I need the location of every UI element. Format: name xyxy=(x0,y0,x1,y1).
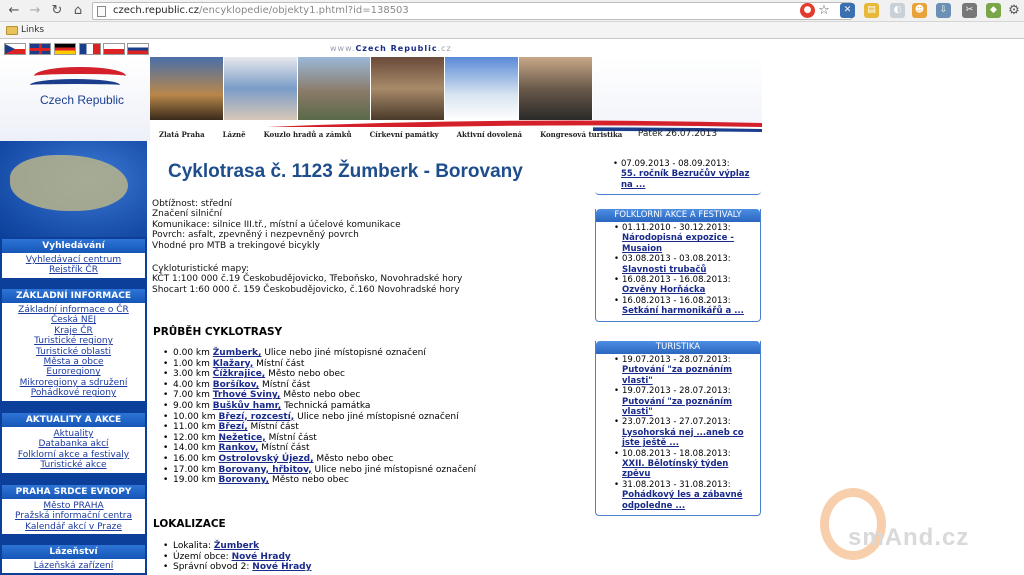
sidebar-link[interactable]: Pražská informační centra xyxy=(15,511,132,522)
sidebar-section-title: AKTUALITY A AKCE xyxy=(2,413,145,427)
sidebar-link[interactable]: Vyhledávací centrum xyxy=(25,255,122,265)
info-line: Obtížnost: střední xyxy=(152,199,233,209)
wrench-icon[interactable]: ⚙ xyxy=(1008,3,1020,18)
route-item: • 14.00 km Rankov, Místní část xyxy=(173,443,593,454)
sidebar-section-news xyxy=(2,413,145,473)
person-icon[interactable]: ☻ xyxy=(912,3,927,18)
tourism-box-title: TURISTIKA xyxy=(596,341,760,354)
route-item: • 10.00 km Březí, rozcestí, Ulice nebo jiné místopisné označení xyxy=(173,412,593,423)
sidebar-section-search xyxy=(2,239,145,278)
event-item: • 10.08.2013 - 18.08.2013: XXII. Bělotínský týden zpěvu xyxy=(622,449,756,480)
bookmark-folder-links[interactable]: Links xyxy=(21,25,45,35)
reload-icon[interactable]: ↻ xyxy=(51,3,63,18)
web-page xyxy=(0,40,762,575)
info-line: Komunikace: silnice III.tř., místní a účelové komunikace xyxy=(152,219,401,230)
sidebar-link[interactable]: Město PRAHA xyxy=(43,501,104,511)
sidebar-link[interactable]: Mikroregiony a sdružení xyxy=(19,377,128,388)
info-line: Značení silniční xyxy=(152,209,222,220)
route-item: • 16.00 km Ostrolovský Újezd, Město nebo obec xyxy=(173,454,593,465)
extension-icon[interactable]: ✕ xyxy=(840,3,855,18)
flag-en-icon[interactable] xyxy=(29,43,51,55)
back-icon[interactable]: ← xyxy=(8,3,20,18)
watermark-text: smAnd.cz xyxy=(848,524,970,551)
scissors-icon[interactable]: ✂ xyxy=(962,3,977,18)
info-line: Vhodné pro MTB a trekingové bicykly xyxy=(152,240,320,251)
maps-line: Shocart 1:60 000 č. 159 Českobudějovicko, č.160 Novohradské hory xyxy=(152,284,460,295)
route-maps xyxy=(152,264,462,295)
route-item: • 3.00 km Čížkrajice, Město nebo obec xyxy=(173,369,593,380)
sidebar-section-spa xyxy=(2,545,145,573)
localization-item: • Území obce: Nové Hrady xyxy=(173,552,311,563)
tourism-box xyxy=(595,341,761,516)
sidebar-link[interactable]: Turistické regiony xyxy=(34,336,113,347)
page-title: Cyklotrasa č. 1123 Žumberk - Borovany xyxy=(168,161,523,182)
shield-icon[interactable]: ◐ xyxy=(890,3,905,18)
localization-link[interactable]: Nové Hrady xyxy=(231,551,291,562)
menu-kongresova-turistika[interactable]: Kongresová turistika xyxy=(540,129,623,139)
event-link[interactable]: Putování "za poznáním vlasti" xyxy=(622,365,732,386)
home-icon[interactable]: ⌂ xyxy=(73,3,83,18)
sidebar-link[interactable]: Pohádkové regiony xyxy=(30,388,117,399)
logo-swoosh-blue-icon xyxy=(30,79,120,91)
event-item: • 07.09.2013 - 08.09.2013: 55. ročník Bezručův výplaz na ... xyxy=(621,159,757,190)
event-item: • 03.08.2013 - 03.08.2013: Slavnosti trubačů xyxy=(622,254,756,275)
photo-church xyxy=(371,57,445,120)
route-item: • 12.00 km Nežetice, Místní část xyxy=(173,433,593,444)
route-place-link[interactable]: Nežetice, xyxy=(218,432,266,443)
flag-cz-icon[interactable] xyxy=(4,43,26,55)
download-icon[interactable]: ⇩ xyxy=(936,3,951,18)
menu-hrady-zamky[interactable]: Kouzlo hradů a zámků xyxy=(263,129,352,139)
sidebar-link[interactable]: Turistické oblasti xyxy=(36,346,111,357)
folder-icon xyxy=(6,26,18,35)
sidebar-link[interactable]: Euroregiony xyxy=(46,367,101,378)
event-item: • 16.08.2013 - 16.08.2013: Ozvěny Horňácka xyxy=(622,275,756,296)
flag-ru-icon[interactable] xyxy=(127,43,149,55)
menu-cirkevni-pamatky[interactable]: Církevní památky xyxy=(369,129,439,139)
header-photos xyxy=(150,57,593,120)
route-place-link[interactable]: Buškův hamr, xyxy=(212,400,282,411)
menu-zlata-praha[interactable]: Zlatá Praha xyxy=(159,129,205,139)
page-icon xyxy=(97,6,106,17)
route-heading: PRŮBĚH CYKLOTRASY xyxy=(153,326,283,338)
route-place-link[interactable]: Rankov, xyxy=(218,443,259,454)
maps-line: Cykloturistické mapy: xyxy=(152,264,249,274)
event-link[interactable]: Putování "za poznáním vlasti" xyxy=(622,396,732,418)
event-item: • 19.07.2013 - 28.07.2013: Putování "za poznáním vlasti" xyxy=(622,386,756,417)
route-place-link[interactable]: Březí, xyxy=(218,422,248,433)
event-link[interactable]: Pohádkový les a zábavné odpoledne ... xyxy=(622,490,743,511)
url-text: czech.republic.cz/encyklopedie/objekty1.phtml?id=138503 xyxy=(113,5,409,16)
maps-line: KČT 1:100 000 č.19 Českobudějovicko, Třeboňsko, Novohradské hory xyxy=(152,274,463,285)
event-item: • 01.11.2010 - 30.12.2013: Národopisná expozice - Musaion xyxy=(622,223,756,254)
route-info xyxy=(152,199,401,251)
event-link[interactable]: Národopisná expozice - Musaion xyxy=(622,233,734,254)
localization-link[interactable]: Nové Hrady xyxy=(252,562,312,573)
localization-item: • Správní obvod 2: Nové Hrady xyxy=(173,562,311,573)
flag-de-icon[interactable] xyxy=(54,43,76,55)
event-link[interactable]: XXII. Bělotínský týden zpěvu xyxy=(622,459,729,480)
event-link[interactable]: Ozvěny Horňácka xyxy=(622,285,706,296)
photo-spa xyxy=(224,57,298,120)
notes-icon[interactable]: ▤ xyxy=(864,3,879,18)
info-line: Povrch: asfalt, zpevněný i nezpevněný povrch xyxy=(152,230,359,241)
folklore-box xyxy=(595,209,761,322)
route-list xyxy=(173,348,593,486)
menu-aktivni-dovolena[interactable]: Aktivní dovolená xyxy=(456,129,523,139)
photo-congress xyxy=(519,57,593,120)
sidebar-section-title: Vyhledávání xyxy=(2,239,145,253)
route-item: • 7.00 km Trhové Sviny, Město nebo obec xyxy=(173,390,593,401)
bookmarks-bar xyxy=(0,22,1024,39)
route-place-link[interactable]: Borovany, hřbitov, xyxy=(218,464,312,475)
sidebar-link[interactable]: Základní informace o ČR xyxy=(18,305,129,315)
adblock-icon[interactable]: ● xyxy=(800,3,815,18)
site-url-banner: www.Czech Republic.cz xyxy=(330,44,452,53)
photo-prague xyxy=(150,57,224,120)
forward-icon[interactable]: → xyxy=(29,3,41,18)
route-item: • 9.00 km Buškův hamr, Technická památka xyxy=(173,401,593,412)
language-bar xyxy=(0,40,762,57)
map-land-icon xyxy=(10,155,128,211)
sidebar-link[interactable]: Kalendář akcí v Praze xyxy=(25,521,122,532)
sidebar-link[interactable]: Rejstřík ČR xyxy=(49,265,98,276)
photo-winter xyxy=(445,57,519,120)
localization-heading: LOKALIZACE xyxy=(153,518,226,530)
event-item: • 31.08.2013 - 31.08.2013: Pohádkový les a zábavné odpoledne ... xyxy=(622,480,756,511)
browser-toolbar xyxy=(0,0,1024,22)
localization-list xyxy=(173,541,311,573)
sidebar-link[interactable]: Databanka akcí xyxy=(38,439,109,450)
route-place-link[interactable]: Žumberk, xyxy=(212,348,262,358)
route-item: • 0.00 km Žumberk, Ulice nebo jiné místopisné označení xyxy=(173,348,593,359)
main-content xyxy=(147,141,593,575)
sidebar-link[interactable]: Aktuality xyxy=(53,429,94,439)
right-column xyxy=(593,141,762,575)
sidebar-link[interactable]: Lázeňská zařízení xyxy=(33,561,114,571)
event-link[interactable]: Setkání harmonikářů a ... xyxy=(622,306,744,317)
events-box-top xyxy=(595,144,761,195)
localization-link[interactable]: Žumberk xyxy=(213,541,260,551)
route-place-link[interactable]: Ostrolovský Újezd, xyxy=(218,453,314,464)
sidebar-link[interactable]: Česká NEJ xyxy=(50,315,96,326)
main-menu xyxy=(150,127,623,141)
address-bar[interactable] xyxy=(92,2,852,20)
left-sidebar xyxy=(0,141,147,575)
czech-map[interactable] xyxy=(0,141,147,237)
logo[interactable] xyxy=(0,57,150,141)
event-link[interactable]: Lysohorská nej ...aneb co jste ještě ... xyxy=(622,427,744,449)
sidebar-link[interactable]: Turistické akce xyxy=(40,460,107,471)
route-item: • 19.00 km Borovany, Město nebo obec xyxy=(173,475,593,486)
route-place-link[interactable]: Klažary, xyxy=(212,358,254,369)
star-icon[interactable]: ☆ xyxy=(818,3,830,18)
event-item: • 23.07.2013 - 27.07.2013: Lysohorská nej ...aneb co jste ještě ... xyxy=(622,417,756,448)
flag-pl-icon[interactable] xyxy=(103,43,125,55)
event-item: • 19.07.2013 - 28.07.2013: Putování "za poznáním vlasti" xyxy=(622,355,756,386)
event-item: • 16.08.2013 - 16.08.2013: Setkání harmonikářů a ... xyxy=(622,296,756,317)
route-item: • 1.00 km Klažary, Místní část xyxy=(173,359,593,370)
route-place-link[interactable]: Čížkrajice, xyxy=(212,369,266,380)
event-link[interactable]: Slavnosti trubačů xyxy=(622,264,707,275)
sidebar-section-title: PRAHA SRDCE EVROPY xyxy=(2,485,145,499)
event-link[interactable]: 55. ročník Bezručův výplaz na ... xyxy=(621,169,750,190)
translate-icon[interactable]: ◆ xyxy=(986,3,1001,18)
route-item: • 4.00 km Boršíkov, Místní část xyxy=(173,380,593,391)
route-item: • 11.00 km Březí, Místní část xyxy=(173,422,593,433)
route-item: • 17.00 km Borovany, hřbitov, Ulice nebo jiné místopisné označení xyxy=(173,465,593,476)
menu-lazne[interactable]: Lázně xyxy=(222,129,246,139)
route-place-link[interactable]: Boršíkov, xyxy=(212,379,260,390)
sidebar-section-prague xyxy=(2,485,145,534)
route-place-link[interactable]: Borovany, xyxy=(218,475,270,486)
sidebar-link[interactable]: Folklorní akce a festivaly xyxy=(17,449,130,460)
route-place-link[interactable]: Trhové Sviny, xyxy=(212,390,281,401)
current-date: Pátek 26.07.2013 xyxy=(637,129,718,139)
sidebar-section-title: ZÁKLADNÍ INFORMACE xyxy=(2,289,145,303)
folklore-box-title: FOLKLORNÍ AKCE A FESTIVALY xyxy=(596,209,760,222)
flag-fr-icon[interactable] xyxy=(79,43,101,55)
site-header xyxy=(0,57,762,141)
sidebar-section-basic-info xyxy=(2,289,145,401)
sidebar-section-title: Lázeňství xyxy=(2,545,145,559)
sidebar-link[interactable]: Města a obce xyxy=(43,357,104,368)
sidebar-link[interactable]: Kraje ČR xyxy=(54,325,93,336)
route-place-link[interactable]: Březí, rozcestí, xyxy=(218,411,295,422)
localization-item: • Lokalita: Žumberk xyxy=(173,541,311,552)
photo-castle xyxy=(298,57,372,120)
logo-text: Czech Republic xyxy=(40,93,125,107)
